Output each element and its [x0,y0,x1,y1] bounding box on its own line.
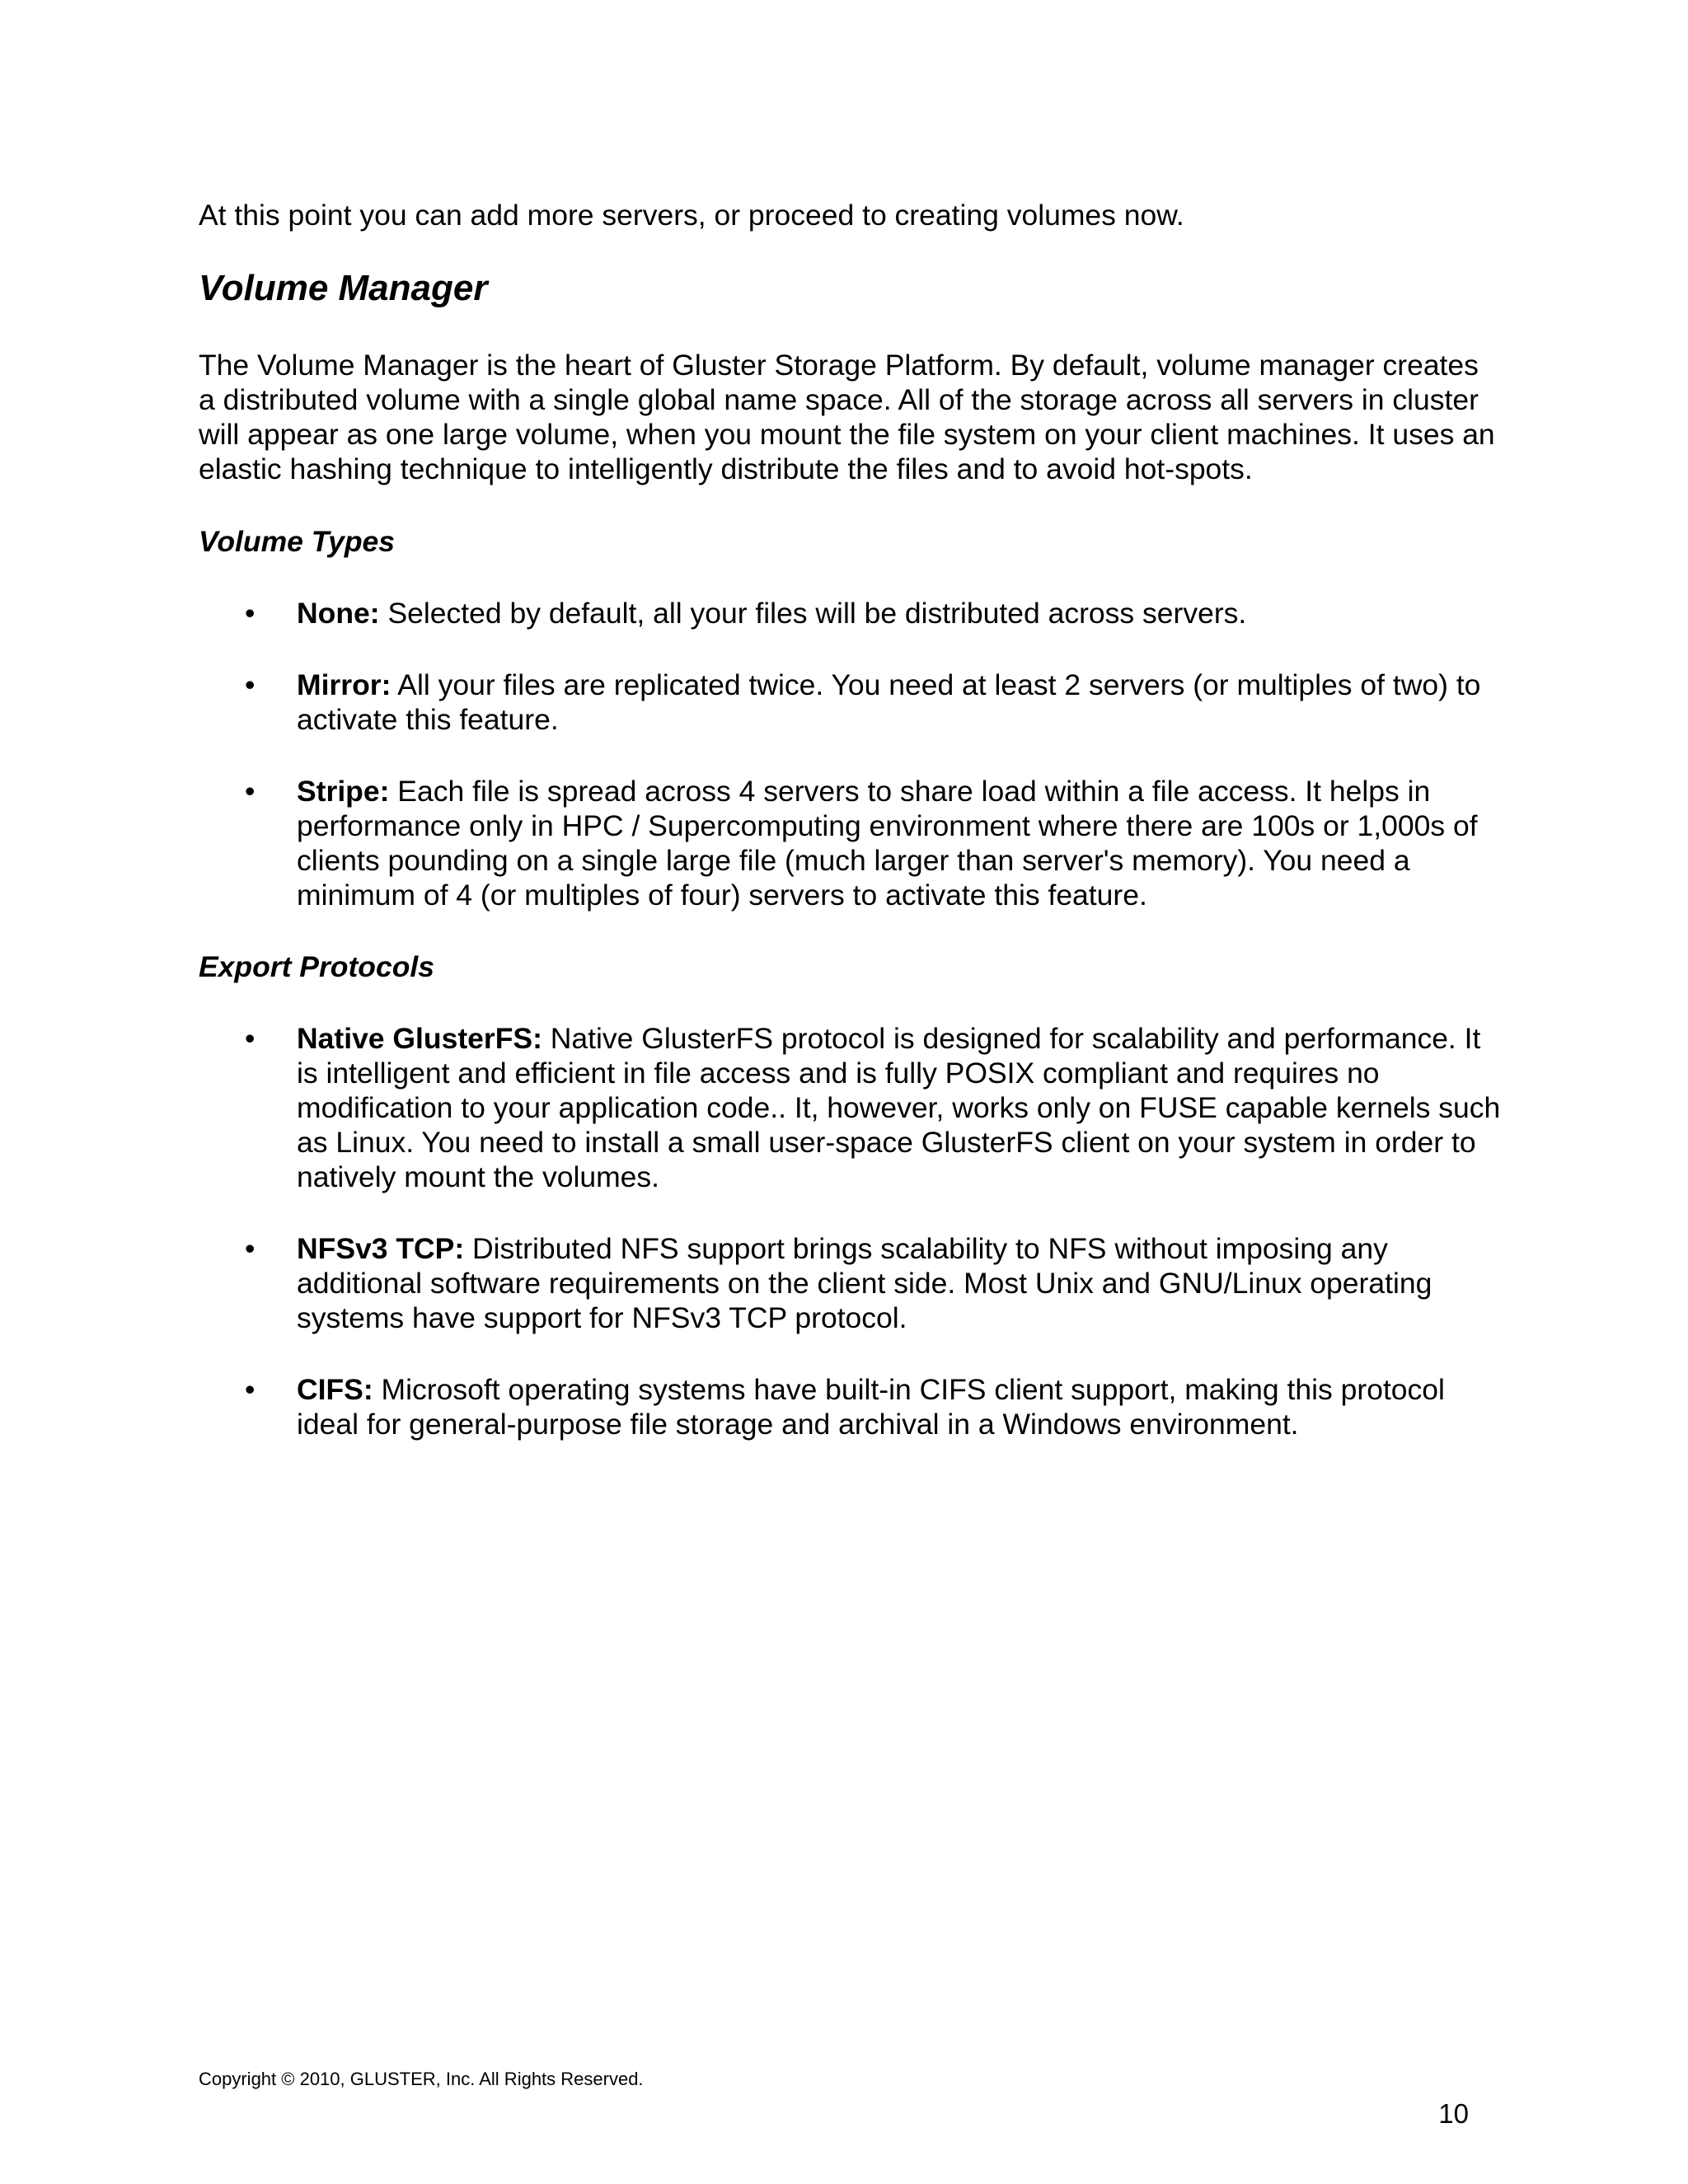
bullet-icon: • [245,1022,256,1055]
footer-copyright: Copyright © 2010, GLUSTER, Inc. All Rights Reserved. [199,2069,644,2089]
list-item-none [199,596,1501,630]
list-item-native-glusterfs [199,1021,1501,1194]
volume-types-list [199,596,1501,912]
bullet-icon: • [245,668,256,701]
item-term: CIFS: [297,1373,373,1406]
export-protocols-list [199,1021,1501,1441]
page-content [199,198,1501,1479]
section-paragraph: The Volume Manager is the heart of Gluster Storage Platform. By default, volume manager creates a distributed volume with a single global name space. All of the storage across all servers in cluster will appear as one large volume, when you mount the file system on your client machines. It uses an elastic hashing technique to intelligently distribute the files and to avoid hot-spots. [199,349,1495,485]
list-item-mirror [199,668,1501,737]
item-term: None: [297,597,380,630]
list-item-stripe [199,774,1501,912]
item-term: Native GlusterFS: [297,1022,542,1055]
bullet-icon: • [245,1232,256,1265]
export-protocols-heading: Export Protocols [199,950,435,983]
item-text: Each file is spread across 4 servers to share load within a file access. It helps in performance only in HPC / Supercomputing environment where there are 100s or 1,000s of clients pounding on a single large file (much larger than server's memory). You need a minimum of 4 (or multiples of four) servers to activate this feature. [297,775,1478,912]
list-item-nfsv3-tcp [199,1231,1501,1335]
item-text: All your files are replicated twice. You need at least 2 servers (or multiples of two) to activate this feature. [297,668,1481,736]
item-text: Native GlusterFS protocol is designed for scalability and performance. It is intelligent and efficient in file access and is fully POSIX compliant and requires no modification to your application code.. It, however, works only on FUSE capable kernels such as Linux. You need to install a small user-space GlusterFS client on your system in order to natively mount the volumes. [297,1022,1501,1193]
volume-types-heading: Volume Types [199,525,396,558]
item-text: Distributed NFS support brings scalability to NFS without imposing any additional software requirements on the client side. Most Unix and GNU/Linux operating systems have support for NFSv3 TCP protocol. [297,1232,1432,1334]
item-term: Stripe: [297,775,390,808]
bullet-icon: • [245,775,256,808]
item-term: NFSv3 TCP: [297,1232,465,1265]
bullet-icon: • [245,1373,256,1406]
bullet-icon: • [245,597,256,630]
item-text: Selected by default, all your files will be distributed across servers. [379,597,1247,630]
list-item-cifs [199,1372,1501,1441]
item-term: Mirror: [297,668,392,701]
section-title: Volume Manager [199,268,488,308]
page-number: 10 [1438,2098,1469,2129]
item-text: Microsoft operating systems have built-in CIFS client support, making this protocol ideal for general-purpose file storage and archival in a Windows environment. [297,1373,1445,1441]
intro-paragraph: At this point you can add more servers, or proceed to creating volumes now. [199,199,1184,232]
